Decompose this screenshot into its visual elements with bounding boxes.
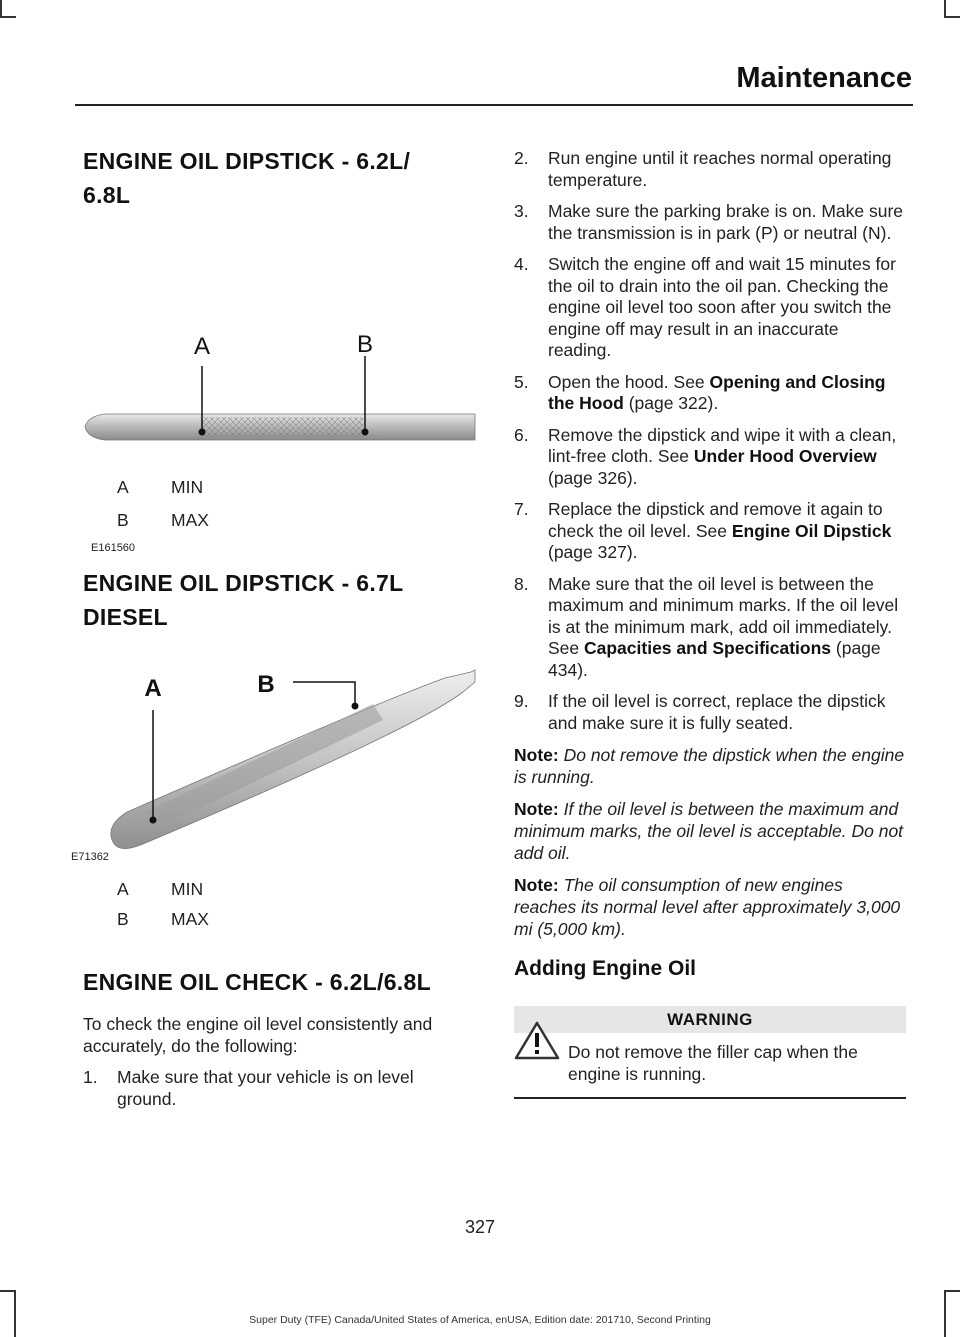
step-number: 5. bbox=[514, 371, 529, 392]
callout-label-b: B bbox=[257, 671, 275, 698]
right-column bbox=[514, 148, 906, 1099]
step-number: 4. bbox=[514, 254, 529, 274]
section-title-adding-oil: Adding Engine Oil bbox=[514, 957, 696, 980]
warning-text: Do not remove the filler cap when the engine is running. bbox=[568, 1042, 858, 1084]
callout-label-a: A bbox=[193, 333, 211, 360]
step-text: Switch the engine off and wait 15 minutes for the oil to drain into the oil pan. Checking the engine oil level too soon after you switch the engine off may result in an inaccurate reading. bbox=[548, 254, 896, 360]
dipstick-crosshatch bbox=[201, 417, 363, 437]
dipstick-67-legend bbox=[83, 878, 475, 941]
crop-mark bbox=[944, 16, 960, 18]
callout-dot-a bbox=[199, 429, 206, 436]
note bbox=[514, 744, 906, 788]
step-number: 2. bbox=[514, 148, 529, 168]
crop-mark bbox=[0, 16, 16, 18]
crop-mark bbox=[944, 0, 946, 16]
step-number: 9. bbox=[514, 691, 529, 711]
page-reference: (page 434). bbox=[548, 638, 881, 680]
note bbox=[514, 798, 906, 864]
step-text-lead: Remove the dipstick and wipe it with a clean, lint-free cloth. See bbox=[548, 424, 897, 466]
note-label: Note: bbox=[514, 799, 559, 819]
section-title-line: ENGINE OIL DIPSTICK - 6.7L bbox=[83, 570, 404, 596]
callout-label-a: A bbox=[144, 675, 162, 702]
callout-dot-b bbox=[352, 703, 359, 710]
step-text bbox=[548, 574, 906, 682]
callout-line-b bbox=[293, 682, 355, 706]
warning-triangle-icon bbox=[514, 1020, 560, 1065]
list-item bbox=[514, 148, 906, 191]
legend-letter: A bbox=[117, 879, 129, 899]
crop-mark bbox=[0, 0, 2, 16]
callout-label-b: B bbox=[356, 331, 374, 358]
page-reference: (page 322). bbox=[623, 393, 719, 413]
list-item bbox=[514, 254, 906, 362]
crop-mark bbox=[944, 1290, 960, 1292]
section-title-line: ENGINE OIL DIPSTICK - 6.2L/ bbox=[83, 148, 411, 174]
dipstick-62-illustration bbox=[83, 206, 475, 446]
cross-reference-link[interactable]: Engine Oil Dipstick bbox=[731, 520, 892, 541]
legend-letter: B bbox=[117, 909, 129, 929]
legend-text: MIN bbox=[171, 879, 204, 899]
note bbox=[514, 874, 906, 940]
step-number: 1. bbox=[83, 1067, 98, 1087]
step-text-lead: Open the hood. See bbox=[548, 371, 710, 392]
list-item bbox=[83, 1067, 475, 1110]
page-reference: (page 327). bbox=[548, 542, 638, 562]
step-number: 8. bbox=[514, 573, 529, 594]
legend-row bbox=[83, 878, 475, 908]
dipstick-62-legend bbox=[83, 476, 475, 542]
section-title-dipstick-62 bbox=[83, 144, 475, 212]
section-title-line: DIESEL bbox=[83, 604, 168, 630]
list-item bbox=[514, 574, 906, 682]
step-text: Make sure that your vehicle is on level ground. bbox=[117, 1067, 414, 1109]
step-text: If the oil level is correct, replace the dipstick and make sure it is fully seated. bbox=[548, 691, 886, 733]
figure-code: E71362 bbox=[71, 851, 109, 863]
list-item bbox=[514, 499, 906, 564]
note-text: Do not remove the dipstick when the engine is running. bbox=[514, 745, 905, 787]
list-item bbox=[514, 201, 906, 244]
step-text bbox=[548, 372, 906, 415]
header-rule bbox=[75, 104, 913, 106]
callout-dot-b bbox=[362, 429, 369, 436]
legend-row bbox=[83, 509, 475, 542]
callout-dot-a bbox=[150, 817, 157, 824]
dipstick-67-figure bbox=[71, 640, 475, 868]
step-text-lead: Replace the dipstick and remove it again to check the oil level. See bbox=[548, 499, 883, 541]
step-number: 6. bbox=[514, 424, 529, 445]
legend-text: MAX bbox=[171, 510, 209, 530]
legend-text: MAX bbox=[171, 909, 209, 929]
step-number: 7. bbox=[514, 499, 529, 519]
section-title-oil-check: ENGINE OIL CHECK - 6.2L/6.8L bbox=[83, 969, 431, 995]
oil-check-steps-right bbox=[514, 148, 906, 734]
step-number: 3. bbox=[514, 201, 529, 221]
section-title-line: 6.8L bbox=[83, 182, 131, 208]
step-text: Make sure the parking brake is on. Make sure the transmission is in park (P) or neutral (N). bbox=[548, 201, 904, 243]
step-text bbox=[548, 425, 906, 490]
note-label: Note: bbox=[514, 875, 559, 895]
cross-reference-link[interactable]: Opening and Closing the Hood bbox=[548, 371, 886, 413]
oil-check-steps-left bbox=[83, 1067, 475, 1110]
dipstick-flat-band bbox=[145, 704, 383, 826]
legend-letter: A bbox=[117, 477, 129, 497]
step-text-lead: Make sure that the oil level is between the maximum and minimum marks. If the oil level is at the minimum mark, add oil immediately. See bbox=[548, 573, 899, 658]
oil-check-intro: To check the engine oil level consistently and accurately, do the following: bbox=[83, 1014, 433, 1056]
dipstick-67-illustration bbox=[71, 640, 475, 868]
legend-row bbox=[83, 476, 475, 509]
list-item bbox=[514, 691, 906, 734]
note-text: If the oil level is between the maximum and minimum marks, the oil level is acceptable. Do not add oil. bbox=[514, 799, 904, 863]
page-header-title: Maintenance bbox=[736, 62, 912, 94]
left-column bbox=[71, 140, 475, 1120]
footer-edition-text: Super Duty (TFE) Canada/United States of America, enUSA, Edition date: 201710, Second Printing bbox=[249, 1314, 711, 1326]
cross-reference-link[interactable]: Capacities and Specifications bbox=[584, 638, 832, 658]
step-text: Run engine until it reaches normal operating temperature. bbox=[548, 148, 892, 190]
page-number: 327 bbox=[464, 1217, 496, 1237]
step-text bbox=[548, 499, 906, 564]
warning-heading: WARNING bbox=[514, 1006, 906, 1033]
legend-text: MIN bbox=[171, 477, 204, 497]
legend-letter: B bbox=[117, 510, 129, 530]
list-item bbox=[514, 372, 906, 415]
warning-box bbox=[514, 1006, 906, 1099]
figure-code: E161560 bbox=[91, 542, 136, 554]
cross-reference-link[interactable]: Under Hood Overview bbox=[693, 446, 877, 466]
legend-row bbox=[83, 908, 475, 941]
note-text: The oil consumption of new engines reaches its normal level after approximately 3,000 mi (5,000 km). bbox=[514, 875, 901, 939]
page-reference: (page 326). bbox=[548, 467, 638, 488]
list-item bbox=[514, 425, 906, 490]
note-label: Note: bbox=[514, 745, 559, 765]
section-title-dipstick-67 bbox=[83, 566, 475, 634]
